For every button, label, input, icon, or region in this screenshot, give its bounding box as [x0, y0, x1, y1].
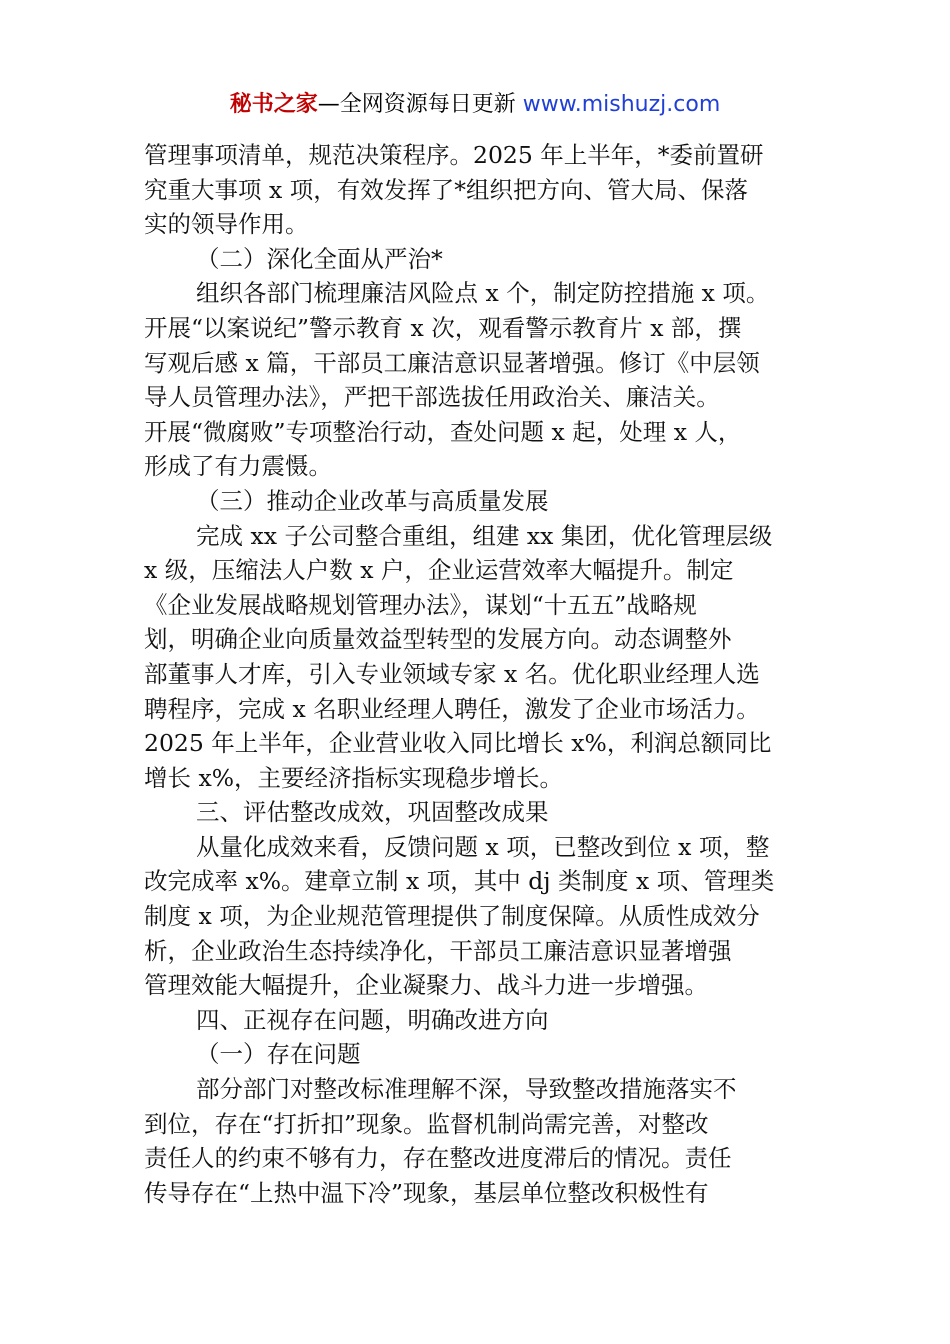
body-line: 开展“以案说纪”警示教育 x 次，观看警示教育片 x 部，撰 — [144, 313, 742, 342]
paragraph-start-line: 完成 xx 子公司整合重组，组建 xx 集团，优化管理层级 — [196, 521, 773, 550]
paragraph-start-line: 从量化成效来看，反馈问题 x 项，已整改到位 x 项，整 — [196, 832, 770, 861]
paragraph-start-line: 组织各部门梳理廉洁风险点 x 个，制定防控措施 x 项。 — [196, 279, 770, 308]
body-line: 开展“微腐败”专项整治行动，查处问题 x 起，处理 x 人， — [144, 417, 742, 446]
section-heading: 四、正视存在问题，明确改进方向 — [196, 1005, 549, 1034]
body-line: 增长 x%，主要经济指标实现稳步增长。 — [144, 763, 564, 792]
body-line: x 级，压缩法人户数 x 户，企业运营效率大幅提升。制定 — [144, 556, 734, 585]
body-line: 实的领导作用。 — [144, 210, 309, 239]
body-line: 管理事项清单，规范决策程序。2025 年上半年，*委前置研 — [144, 141, 764, 169]
paragraph-start-line: 部分部门对整改标准理解不深，导致整改措施落实不 — [196, 1075, 737, 1104]
body-line: 《企业发展战略规划管理办法》，谋划“十五五”战略规 — [144, 590, 697, 619]
body-line: 形成了有力震慑。 — [144, 452, 332, 481]
section-heading: （一）存在问题 — [196, 1040, 361, 1069]
body-line: 责任人的约束不够有力，存在整改进度滞后的情况。责任 — [144, 1144, 732, 1173]
body-line: 析，企业政治生态持续净化，干部员工廉洁意识显著增强 — [144, 936, 732, 965]
body-line: 部董事人才库，引入专业领域专家 x 名。优化职业经理人选 — [144, 659, 760, 688]
header-url-link[interactable]: www.mishuzj.com — [522, 92, 721, 117]
body-line: 传导存在“上热中温下冷”现象，基层单位整改积极性有 — [144, 1178, 709, 1207]
page-header — [0, 88, 950, 122]
body-line: 改完成率 x%。建章立制 x 项，其中 dj 类制度 x 项、管理类 — [144, 867, 775, 896]
body-line: 聘程序，完成 x 名职业经理人聘任，激发了企业市场活力。 — [144, 694, 760, 723]
body-line: 划，明确企业向质量效益型转型的发展方向。动态调整外 — [144, 625, 732, 654]
body-line: 究重大事项 x 项，有效发挥了*组织把方向、管大局、保落 — [144, 175, 748, 204]
body-line: 写观后感 x 篇，干部员工廉洁意识显著增强。修订《中层领 — [144, 348, 760, 377]
section-heading: 三、评估整改成效，巩固整改成果 — [196, 798, 549, 827]
body-line: 到位，存在“打折扣”现象。监督机制尚需完善，对整改 — [144, 1109, 709, 1138]
header-tagline: —全网资源每日更新 — [317, 92, 523, 117]
body-line: 导人员管理办法》，严把干部选拔任用政治关、廉洁关。 — [144, 383, 720, 412]
body-line: 管理效能大幅提升，企业凝聚力、战斗力进一步增强。 — [144, 971, 708, 1000]
document-body — [144, 138, 812, 1210]
body-line: 2025 年上半年，企业营业收入同比增长 x%，利润总额同比 — [144, 729, 772, 758]
body-line: 制度 x 项，为企业规范管理提供了制度保障。从质性成效分 — [144, 902, 760, 931]
header-brand: 秘书之家 — [229, 92, 318, 117]
section-heading: （二）深化全面从严治* — [196, 244, 443, 273]
section-heading: （三）推动企业改革与高质量发展 — [196, 486, 549, 515]
